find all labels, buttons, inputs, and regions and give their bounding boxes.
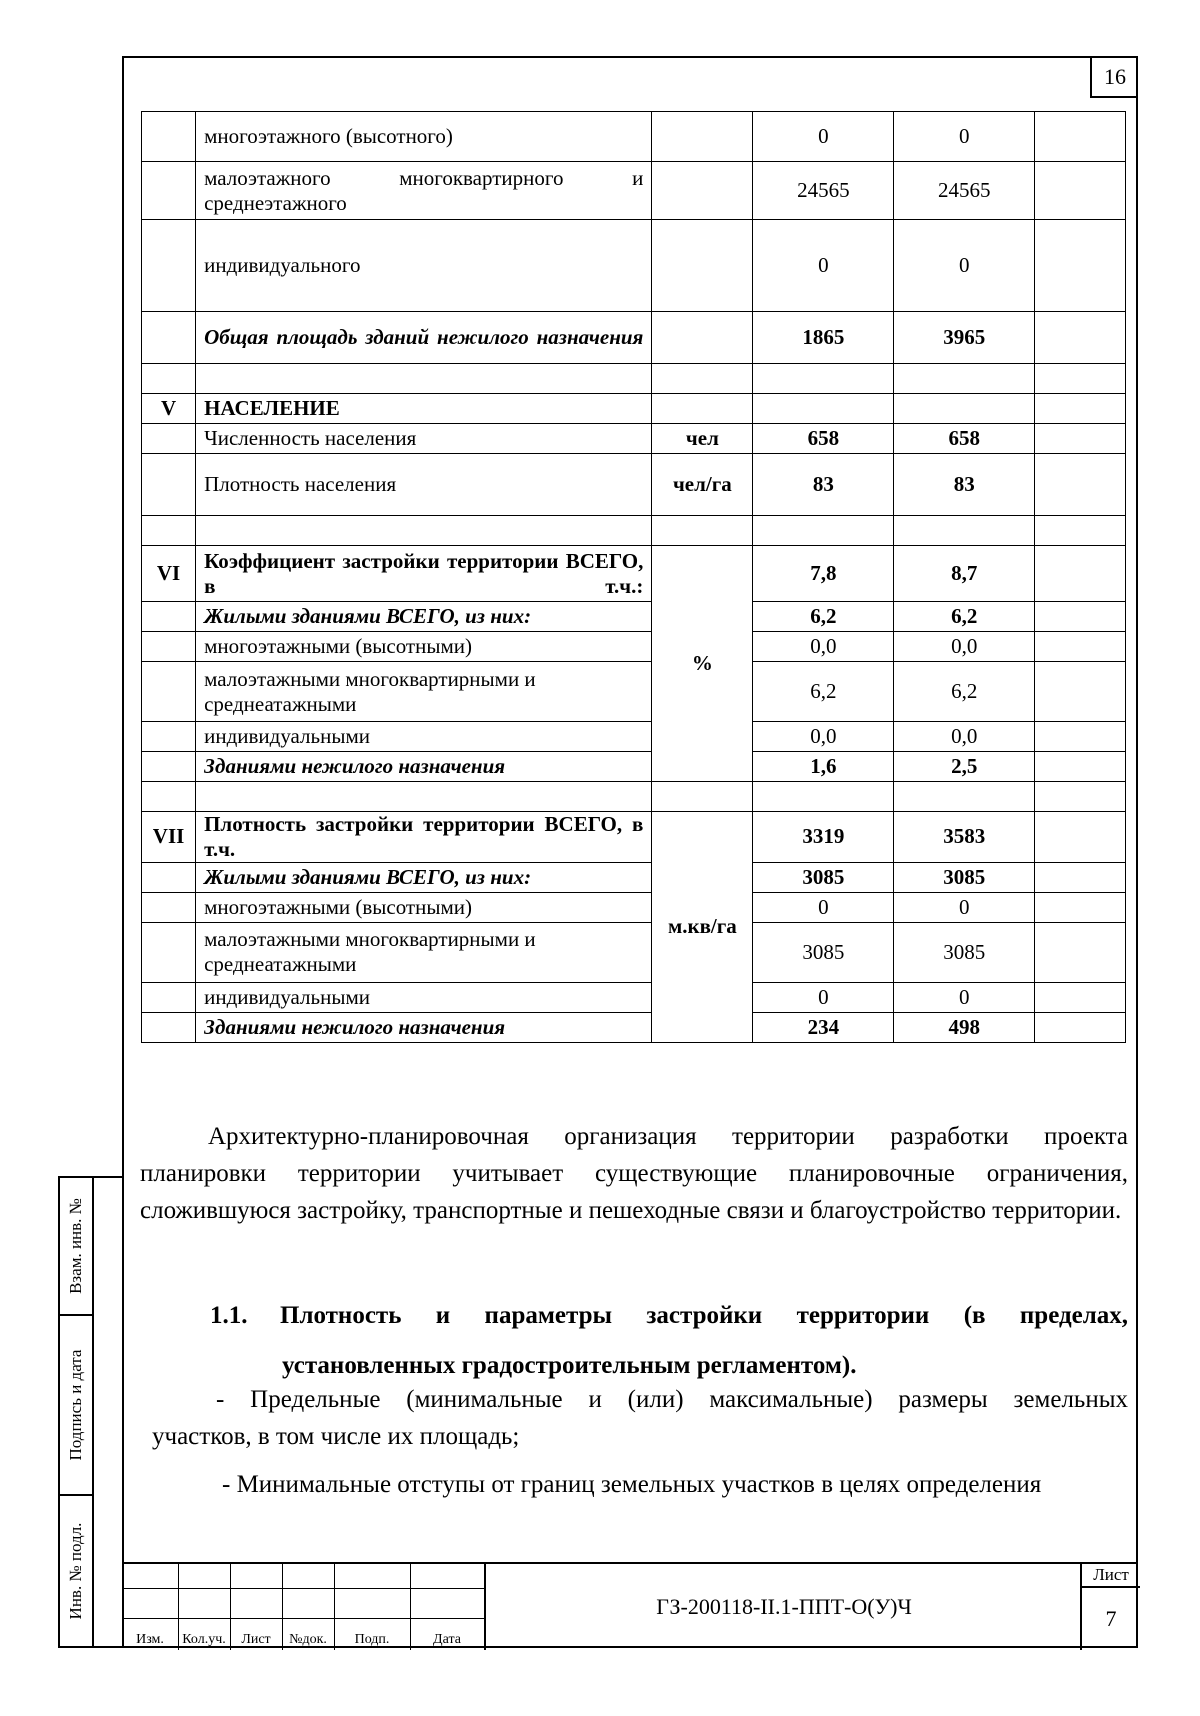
value-existing: 234 [753,1012,894,1042]
lot-sizes-line-1: - Предельные (минимальные и (или) максимальные) размеры земельных [216,1386,1128,1413]
paragraph-lot-sizes [152,1381,1128,1455]
stamp-inv-cell [60,1496,92,1646]
value-project: 8,7 [894,546,1035,602]
stamp-podpis-cell [60,1316,92,1496]
empty-cell [1035,662,1126,722]
table-row [142,162,1126,220]
row-number [142,162,196,220]
table-row [142,982,1126,1012]
row-name: Зданиями нежилого назначения [196,1012,652,1042]
lot-sizes-line-2: участков, в том числе их площадь; [152,1423,520,1450]
row-name: малоэтажного многоквартирного и среднеэтажного [196,162,652,220]
value-existing: 0 [753,892,894,922]
row-unit [652,516,753,546]
row-unit [652,364,753,394]
stamp-vzam-cell [60,1178,92,1316]
value-project: 0 [894,892,1035,922]
empty-cell [1035,162,1126,220]
row-number [142,364,196,394]
grid-line [122,1588,484,1589]
row-name: Коэффициент застройки территории ВСЕГО, в т.ч.: [196,546,652,602]
label-podp: Подп. [354,1632,390,1647]
empty-cell [1035,112,1126,162]
row-unit: чел [652,424,753,454]
row-name: Плотность застройки территории ВСЕГО, в т.ч. [196,812,652,863]
value-project: 83 [894,454,1035,516]
label-izm: Изм. [136,1632,164,1647]
empty-cell [1035,602,1126,632]
row-unit [652,162,753,220]
row-unit: % [652,546,753,782]
row-number [142,632,196,662]
row-number [142,516,196,546]
value-project: 6,2 [894,662,1035,722]
row-name: малоэтажными многоквартирными и среднеатажными [196,662,652,722]
row-number [142,982,196,1012]
table-row [142,112,1126,162]
paragraph-architecture: Архитектурно-планировочная организация территории разработки проекта планировки территории учитывает существующие планировочные ограничения, сложившуюся застройку, транспортные и пешеходные связи и благоустройство территории. [140,1123,1128,1224]
value-project: 3583 [894,812,1035,863]
sheet-box [1080,1564,1140,1650]
value-project: 2,5 [894,752,1035,782]
value-project [894,516,1035,546]
row-number [142,454,196,516]
parameters-table [141,111,1126,1043]
empty-cell [1035,862,1126,892]
empty-cell [1035,312,1126,364]
row-number: VI [142,546,196,602]
stamp-inv-label: Инв. № подл. [66,1522,85,1620]
value-existing: 6,2 [753,662,894,722]
value-project: 3965 [894,312,1035,364]
table-row [142,752,1126,782]
paragraph-setbacks: - Минимальные отступы от границ земельных участков в целях определения [222,1471,1042,1498]
table-row [142,220,1126,312]
table-row [142,546,1126,602]
empty-cell [1035,632,1126,662]
row-number [142,922,196,982]
empty-cell [1035,722,1126,752]
row-unit [652,112,753,162]
row-number [142,220,196,312]
row-name: Зданиями нежилого назначения [196,752,652,782]
side-stamp [58,1176,124,1648]
table-row [142,394,1126,424]
row-number [142,602,196,632]
row-unit [652,394,753,424]
section-number: 1.1. [210,1302,248,1329]
value-project: 3085 [894,922,1035,982]
empty-cell [1035,364,1126,394]
row-number [142,892,196,922]
value-project: 0 [894,982,1035,1012]
table-row [142,602,1126,632]
row-name: малоэтажными многоквартирными и среднеатажными [196,922,652,982]
empty-cell [1035,394,1126,424]
row-name: Жилыми зданиями ВСЕГО, из них: [196,862,652,892]
value-project: 0,0 [894,722,1035,752]
row-name: индивидуального [196,220,652,312]
table-row [142,892,1126,922]
row-number [142,424,196,454]
table-row [142,632,1126,662]
row-number [142,722,196,752]
row-number [142,752,196,782]
value-existing: 6,2 [753,602,894,632]
row-name [196,782,652,812]
table-row [142,862,1126,892]
table-row [142,662,1126,722]
row-number [142,1012,196,1042]
value-existing: 83 [753,454,894,516]
value-project: 0,0 [894,632,1035,662]
value-existing: 0,0 [753,722,894,752]
heading-line-2: установленных градостроительным регламентом). [282,1352,857,1379]
empty-cell [1035,922,1126,982]
row-name: многоэтажного (высотного) [196,112,652,162]
table-row [142,722,1126,752]
value-project: 498 [894,1012,1035,1042]
row-unit: чел/га [652,454,753,516]
value-existing: 658 [753,424,894,454]
value-project: 3085 [894,862,1035,892]
table-row [142,1012,1126,1042]
row-number: VII [142,812,196,863]
table-row [142,364,1126,394]
empty-cell [1035,1012,1126,1042]
row-number [142,112,196,162]
row-number [142,782,196,812]
value-existing [753,782,894,812]
table-row [142,782,1126,812]
row-name: Численность населения [196,424,652,454]
row-name: индивидуальными [196,722,652,752]
stamp-vzam-label: Взам. инв. № [66,1198,85,1294]
row-name [196,516,652,546]
value-project: 0 [894,112,1035,162]
empty-cell [1035,752,1126,782]
title-block [122,1562,1138,1650]
row-unit [652,782,753,812]
value-existing [753,394,894,424]
row-name: Плотность населения [196,454,652,516]
label-data: Дата [433,1632,461,1647]
section-heading [210,1291,1128,1391]
row-name: Жилыми зданиями ВСЕГО, из них: [196,602,652,632]
stamp-podpis-label: Подпись и дата [66,1349,85,1461]
empty-cell [1035,454,1126,516]
value-existing: 0,0 [753,632,894,662]
grid-line [122,1618,484,1619]
label-ndok: №док. [289,1632,327,1647]
document-code: ГЗ-200118-II.1-ППТ-О(У)Ч [484,1564,1082,1650]
value-existing: 3085 [753,862,894,892]
value-existing: 24565 [753,162,894,220]
row-name [196,364,652,394]
table-row [142,424,1126,454]
table-row [142,516,1126,546]
empty-cell [1035,220,1126,312]
empty-cell [1035,424,1126,454]
value-project: 658 [894,424,1035,454]
value-existing: 3085 [753,922,894,982]
row-number [142,662,196,722]
row-name: индивидуальными [196,982,652,1012]
table-row [142,454,1126,516]
empty-cell [1035,546,1126,602]
label-list: Лист [241,1632,271,1647]
row-name: НАСЕЛЕНИЕ [196,394,652,424]
value-existing: 1865 [753,312,894,364]
row-number: V [142,394,196,424]
empty-cell [1035,782,1126,812]
value-existing [753,364,894,394]
row-unit: м.кв/га [652,812,753,1043]
value-existing: 0 [753,982,894,1012]
row-name: многоэтажными (высотными) [196,632,652,662]
table-row [142,312,1126,364]
value-existing: 3319 [753,812,894,863]
sheet-label: Лист [1082,1564,1140,1588]
value-project: 6,2 [894,602,1035,632]
value-project: 24565 [894,162,1035,220]
value-existing: 0 [753,112,894,162]
row-unit [652,220,753,312]
row-name: многоэтажными (высотными) [196,892,652,922]
value-project [894,364,1035,394]
page-number: 16 [1090,58,1138,98]
row-number [142,312,196,364]
value-project [894,782,1035,812]
value-existing: 1,6 [753,752,894,782]
heading-line-1: Плотность и параметры застройки территории (в пределах, [280,1302,1128,1329]
row-name: Общая площадь зданий нежилого назначения [196,312,652,364]
empty-cell [1035,812,1126,863]
empty-cell [1035,516,1126,546]
sheet-number: 7 [1105,1606,1117,1631]
empty-cell [1035,892,1126,922]
label-kol: Кол.уч. [182,1632,226,1647]
revision-grid [122,1564,484,1650]
empty-cell [1035,982,1126,1012]
value-existing [753,516,894,546]
row-unit [652,312,753,364]
row-number [142,862,196,892]
table-row [142,812,1126,863]
value-existing: 7,8 [753,546,894,602]
value-existing: 0 [753,220,894,312]
value-project [894,394,1035,424]
table-row [142,922,1126,982]
value-project: 0 [894,220,1035,312]
